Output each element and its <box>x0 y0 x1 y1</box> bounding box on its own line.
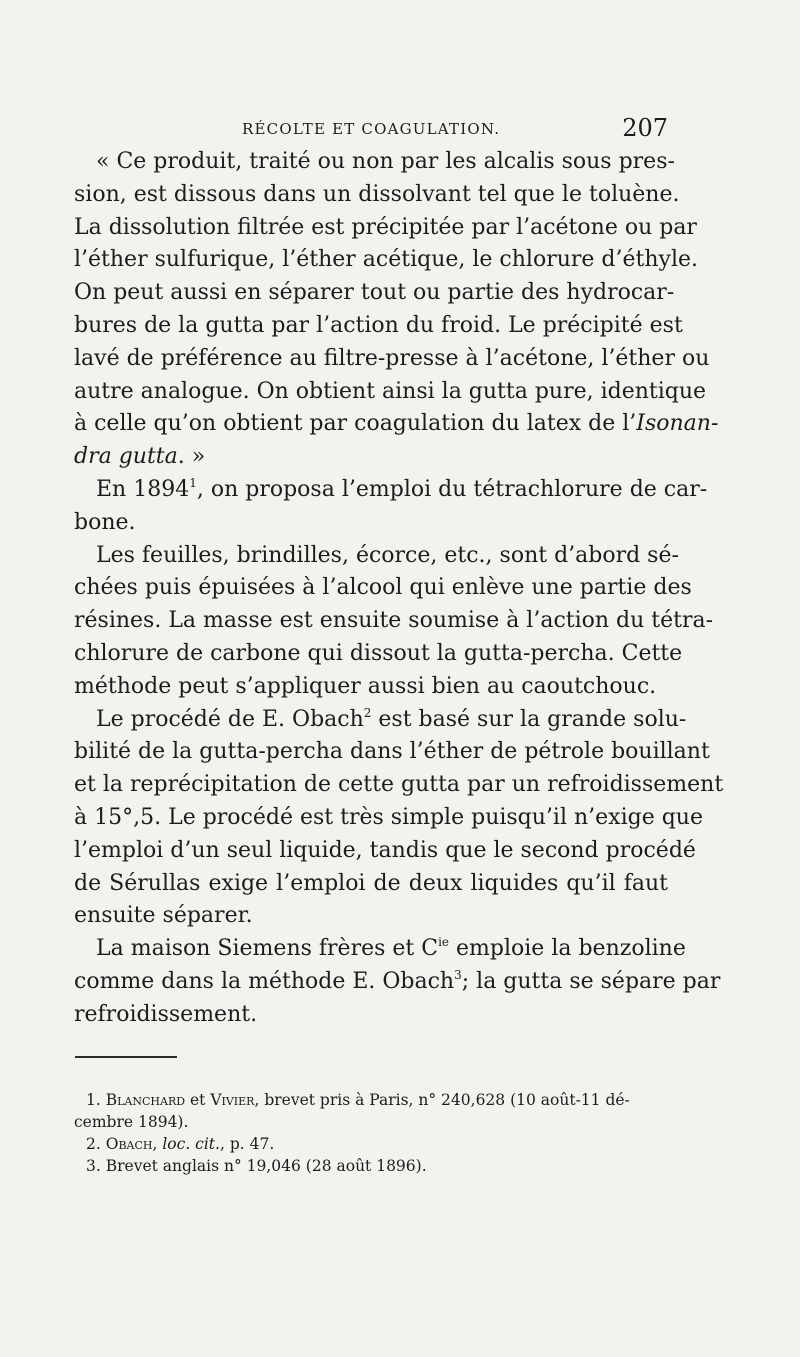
footnote-number: 1. <box>86 1091 101 1109</box>
italic-species-name: dra gutta <box>74 444 178 470</box>
footnote-ref[interactable]: 2 <box>363 705 372 720</box>
footnote-ref[interactable]: 3 <box>454 967 462 982</box>
text-line: Les feuilles, brindilles, écorce, etc., sont d’abord sé- <box>96 542 679 568</box>
text-line: sion, est dissous dans un dissolvant tel que le toluène. <box>74 181 680 207</box>
text-segment: , <box>152 1135 163 1153</box>
paragraph <box>74 933 721 1031</box>
footnote-rule <box>75 1056 177 1058</box>
footnote-3 <box>74 1155 668 1177</box>
text-line: de Sérullas exige l’emploi de deux liquides qu’il faut <box>74 870 668 896</box>
text-line: dra gutta. » <box>74 444 206 470</box>
text-line: ensuite séparer. <box>74 903 253 929</box>
footnote-2 <box>74 1133 668 1155</box>
footnote-1 <box>74 1089 668 1111</box>
footnote-number: 3. <box>86 1157 101 1175</box>
footnote-text: Brevet anglais n° 19,046 (28 août 1896). <box>105 1157 427 1175</box>
text-segment: est basé sur la grande solu- <box>371 706 687 732</box>
text-line: chlorure de carbone qui dissout la gutta-percha. Cette <box>74 640 683 666</box>
text-line: bures de la gutta par l’action du froid. Le précipité est <box>74 312 683 338</box>
text-line: On peut aussi en séparer tout ou partie des hydrocar- <box>74 280 675 306</box>
text-segment: comme dans la méthode E. Obach <box>74 968 455 994</box>
text-segment: emploie la benzoline <box>449 936 686 962</box>
text-line: autre analogue. On obtient ainsi la gutta pure, identique <box>74 378 707 404</box>
body-text <box>74 146 724 1032</box>
text-line: résines. La masse est ensuite soumise à l’action du tétra- <box>74 608 714 634</box>
text-line: refroidissement. <box>74 1001 258 1027</box>
text-segment: Le procédé de E. Obach <box>96 706 364 732</box>
text-line: lavé de préférence au filtre-presse à l’acétone, l’éther ou <box>74 345 710 371</box>
paragraph-quotation <box>74 146 719 474</box>
paragraph <box>74 540 714 704</box>
text-line: l’emploi d’un seul liquide, tandis que le second procédé <box>74 837 696 863</box>
text-line: « Ce produit, traité ou non par les alcalis sous pres- <box>96 149 675 174</box>
footnote-italic: loc. cit. <box>162 1135 220 1153</box>
footnote-author: Obach <box>105 1135 153 1153</box>
running-head: RÉCOLTE ET COAGULATION. <box>242 120 501 138</box>
paragraph <box>74 704 724 934</box>
footnote-text: , p. 47. <box>219 1135 275 1153</box>
text-line: chées puis épuisées à l’alcool qui enlève une partie des <box>74 575 692 601</box>
text-line: l’éther sulfurique, l’éther acétique, le chlorure d’éthyle. <box>74 247 699 273</box>
footnotes <box>74 1089 668 1177</box>
text-line <box>74 474 708 507</box>
italic-species-name: Isonan- <box>636 411 719 437</box>
text-segment: ; la gutta se sépare par <box>461 968 721 994</box>
text-line <box>74 966 721 999</box>
footnote-ref[interactable]: 1 <box>189 475 197 490</box>
text-line <box>74 408 719 441</box>
footnote-text: , brevet pris à Paris, n° 240,628 (10 août-11 dé- <box>254 1091 630 1109</box>
footnote-number: 2. <box>86 1135 101 1153</box>
text-line <box>74 704 687 737</box>
footnote-1-continued: cembre 1894). <box>74 1113 189 1131</box>
text-line: La dissolution filtrée est précipitée par l’acétone ou par <box>74 214 697 240</box>
text-line <box>74 933 686 966</box>
page-number: 207 <box>622 114 668 142</box>
text-segment: et <box>185 1091 211 1109</box>
footnote-author: Vivier <box>210 1091 255 1109</box>
text-segment: , on proposa l’emploi du tétrachlorure de car- <box>196 476 708 502</box>
paragraph <box>74 474 708 540</box>
text-line: bone. <box>74 509 136 535</box>
text-line: et la reprécipitation de cette gutta par un refroidissement <box>74 772 724 798</box>
text-segment: La maison Siemens frères et C <box>96 936 439 962</box>
superscript-abbrev: ie <box>438 935 450 950</box>
footnote-author: Blanchard <box>105 1091 186 1109</box>
text-line: à 15°,5. Le procédé est très simple puisqu’il n’exige que <box>74 804 703 830</box>
text-line: bilité de la gutta-percha dans l’éther de pétrole bouillant <box>74 739 710 765</box>
text-segment: à celle qu’on obtient par coagulation du latex de l’ <box>74 411 637 437</box>
text-line: méthode peut s’appliquer aussi bien au caoutchouc. <box>74 673 657 699</box>
text-segment: En 1894 <box>96 476 190 502</box>
page-header <box>74 114 668 148</box>
